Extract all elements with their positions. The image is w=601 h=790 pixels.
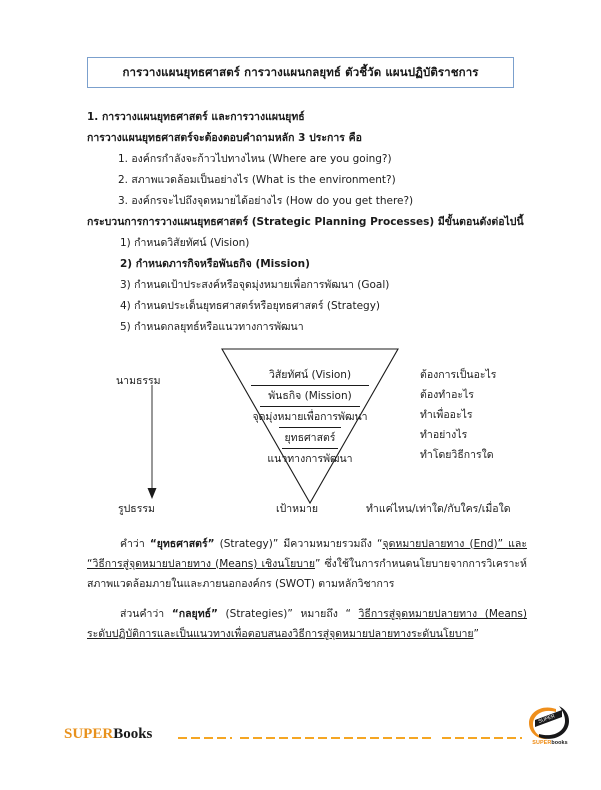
diagram-level-1-label: วิสัยทัศน์ (Vision)	[268, 369, 352, 381]
footer-dash-rule-1	[178, 737, 232, 739]
process-step-2: 2) กำหนดภารกิจหรือพันธกิจ (Mission)	[120, 258, 310, 270]
diagram-question-column	[420, 365, 496, 465]
page-footer	[0, 700, 601, 760]
section-heading: 1. การวางแผนยุทธศาสตร์ และการวางแผนยุทธ์	[87, 111, 305, 123]
closing-paragraphs	[87, 523, 527, 655]
diagram-level-5-label: แนวทางการพัฒนา	[267, 453, 353, 465]
process-step-5: 5) กำหนดกลยุทธ์หรือแนวทางการพัฒนา	[120, 321, 304, 333]
p2-mid: หมายถึง “	[292, 608, 359, 620]
footer-dash-rule-2	[240, 737, 435, 739]
diagram-left-top-label: นามธรรม	[116, 375, 161, 387]
process-step-4: 4) กำหนดประเด็นยุทธศาสตร์หรือยุทธศาสตร์ (Strategy)	[120, 300, 381, 312]
p2-lead: ส่วนคำว่า	[120, 608, 172, 620]
p1-term-bold: “ยุทธศาสตร์”	[149, 537, 215, 550]
p1-tail: ” ซึ่งใช้ในการกำหนดนโยบายจากการวิเคราะห์สภาพแวดล้อมภายในและภายนอกองค์กร (SWOT) ตามหลักวิชาการ	[87, 557, 527, 590]
p1-term-en: (Strategy)”	[214, 537, 279, 550]
diagram-bottom-center-label: เป้าหมาย	[276, 503, 319, 515]
page-title: การวางแผนยุทธศาสตร์ การวางแผนกลยุทธ์ ตัวชี้วัด แผนปฏิบัติราชการ	[122, 64, 479, 79]
diagram-level-4	[222, 428, 398, 449]
diagram-level-5	[222, 449, 398, 469]
p2-term-bold: “กลยุทธ์”	[171, 608, 218, 620]
diagram-level-4-label: ยุทธศาสตร์	[284, 432, 336, 444]
footer-brand-books: Books	[113, 726, 153, 742]
document-title-box	[87, 57, 514, 88]
superbooks-logo-caption	[526, 740, 574, 746]
body-content	[87, 107, 527, 338]
diagram-right-label-3: ทำเพื่ออะไร	[420, 409, 473, 421]
process-step-1: 1) กำหนดวิสัยทัศน์ (Vision)	[120, 237, 250, 249]
diagram-right-label-5: ทำโดยวิธีการใด	[420, 449, 494, 461]
p2-underlined: วิธีการสู่จุดหมายปลายทาง (Means) ระดับปฏิบัติการและเป็นแนวทางเพื่อตอบสนองวิธีการสู่จุดหมายปลายทางระดับนโยบาย	[87, 608, 527, 640]
diagram-right-label-1: ต้องการเป็นอะไร	[420, 369, 497, 381]
p2-term-en: (Strategies)”	[217, 608, 293, 620]
closing-paragraph-2	[87, 604, 527, 644]
svg-text:SUPER: SUPER	[537, 713, 556, 725]
p1-lead: คำว่า	[120, 537, 150, 550]
process-heading: กระบวนการการวางแผนยุทธศาสตร์ (Strategic Planning Processes) มีขั้นตอนดังต่อไปนี้	[87, 216, 524, 228]
question-item-1: 1. องค์กรกำลังจะก้าวไปทางไหน (Where are you going?)	[118, 153, 392, 165]
p1-mid: มีความหมายรวมถึง “	[278, 537, 383, 550]
diagram-level-3	[222, 407, 398, 428]
strategy-pyramid-diagram	[0, 345, 601, 520]
diagram-bottom-right-label: ทำแค่ไหน/เท่าใด/กับใคร/เมื่อใด	[366, 503, 511, 515]
closing-paragraph-1	[87, 534, 527, 594]
footer-dash-rule-3	[442, 737, 522, 739]
footer-brand-wordmark	[64, 726, 152, 743]
diagram-right-label-4: ทำอย่างไร	[420, 429, 468, 441]
section-subheading: การวางแผนยุทธศาสตร์จะต้องตอบคำถามหลัก 3 ประการ คือ	[87, 132, 362, 144]
diagram-level-2	[222, 386, 398, 407]
question-item-2: 2. สภาพแวดล้อมเป็นอย่างไร (What is the environment?)	[118, 174, 396, 186]
diagram-level-stack	[222, 365, 398, 469]
diagram-right-label-2: ต้องทำอะไร	[420, 389, 474, 401]
logo-caption-super: SUPER	[532, 740, 552, 746]
question-item-3: 3. องค์กรจะไปถึงจุดหมายได้อย่างไร (How do you get there?)	[118, 195, 414, 207]
diagram-left-bottom-label: รูปธรรม	[118, 503, 155, 515]
abstraction-axis-arrowhead	[148, 488, 157, 499]
diagram-level-2-label: พันธกิจ (Mission)	[268, 390, 352, 402]
diagram-level-3-label: จุดมุ่งหมายเพื่อการพัฒนา	[252, 411, 368, 423]
diagram-level-1	[222, 365, 398, 386]
p2-tail: ”	[473, 628, 479, 640]
footer-brand-super: SUPER	[64, 726, 114, 742]
process-step-3: 3) กำหนดเป้าประสงค์หรือจุดมุ่งหมายเพื่อการพัฒนา (Goal)	[120, 279, 390, 291]
p1-underlined: จุดหมายปลายทาง (End)” และ “วิธีการสู่จุดหมายปลายทาง (Means) เชิงนโยบาย	[87, 537, 528, 570]
logo-caption-books: books	[551, 740, 568, 746]
